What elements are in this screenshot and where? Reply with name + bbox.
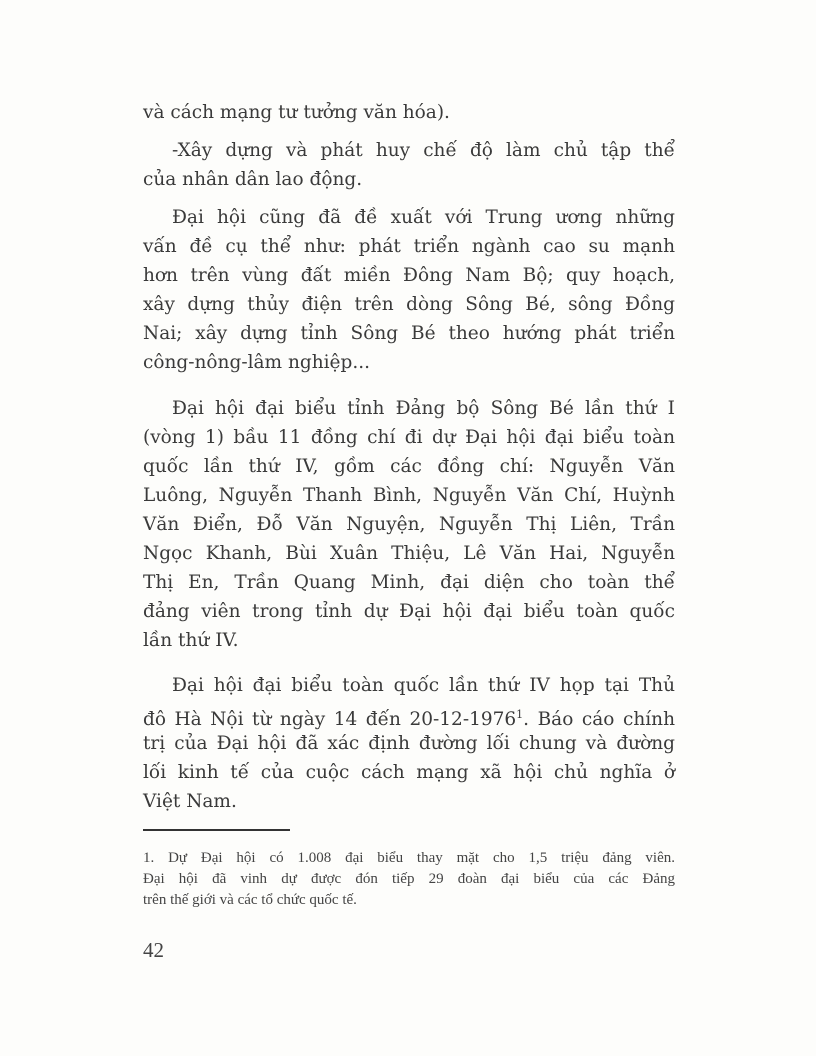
text-line: vấn đề cụ thể như: phát triển ngành cao su mạnh [143, 236, 675, 257]
text-line: và cách mạng tư tưởng văn hóa). [143, 102, 450, 123]
text-line: xây dựng thủy điện trên dòng Sông Bé, sông Đồng [143, 294, 675, 315]
footnote-line: Đại hội đã vinh dự được đón tiếp 29 đoàn đại biểu của các Đảng [143, 871, 675, 887]
text-line: (vòng 1) bầu 11 đồng chí đi dự Đại hội đại biểu toàn [143, 427, 675, 448]
text-line: Việt Nam. [143, 791, 237, 812]
text-line: quốc lần thứ IV, gồm các đồng chí: Nguyễn Văn [143, 456, 675, 477]
text-line: Nai; xây dựng tỉnh Sông Bé theo hướng phát triển [143, 323, 675, 344]
text-line: Thị En, Trần Quang Minh, đại diện cho toàn thể [143, 572, 675, 593]
text-line: của nhân dân lao động. [143, 169, 363, 190]
text-line: hơn trên vùng đất miền Đông Nam Bộ; quy hoạch, [143, 265, 675, 286]
text-line: Đại hội đại biểu tỉnh Đảng bộ Sông Bé lần thứ I [172, 398, 675, 419]
footnote-reference: 1 [516, 708, 524, 721]
text-line: Đại hội cũng đã đề xuất với Trung ương những [172, 207, 675, 228]
text-line: Văn Điển, Đỗ Văn Nguyện, Nguyễn Thị Liên, Trần [143, 514, 675, 535]
text-line: Đại hội đại biểu toàn quốc lần thứ IV họp tại Thủ [172, 675, 675, 696]
text-line: Luông, Nguyễn Thanh Bình, Nguyễn Văn Chí, Huỳnh [143, 485, 675, 506]
text-line [143, 703, 675, 732]
page-number: 42 [143, 938, 164, 962]
text-line: -Xây dựng và phát huy chế độ làm chủ tập thể [172, 140, 675, 161]
footnote-line: 1. Dự Đại hội có 1.008 đại biểu thay mặt cho 1,5 triệu đảng viên. [143, 850, 675, 866]
text-line: Ngọc Khanh, Bùi Xuân Thiệu, Lê Văn Hai, Nguyễn [143, 543, 675, 564]
footnote-divider [143, 829, 290, 831]
footnote-line: trên thế giới và các tổ chức quốc tế. [143, 892, 357, 908]
text-line: công-nông-lâm nghiệp... [143, 352, 370, 373]
text-line: lối kinh tế của cuộc cách mạng xã hội chủ nghĩa ở [143, 762, 675, 783]
text-segment: . Báo cáo chính [523, 709, 675, 731]
text-line: đảng viên trong tỉnh dự Đại hội đại biểu toàn quốc [143, 601, 675, 622]
text-segment: đô Hà Nội từ ngày 14 đến 20-12-1976 [143, 709, 517, 731]
text-line: trị của Đại hội đã xác định đường lối chung và đường [143, 733, 675, 754]
text-line: lần thứ IV. [143, 630, 239, 651]
